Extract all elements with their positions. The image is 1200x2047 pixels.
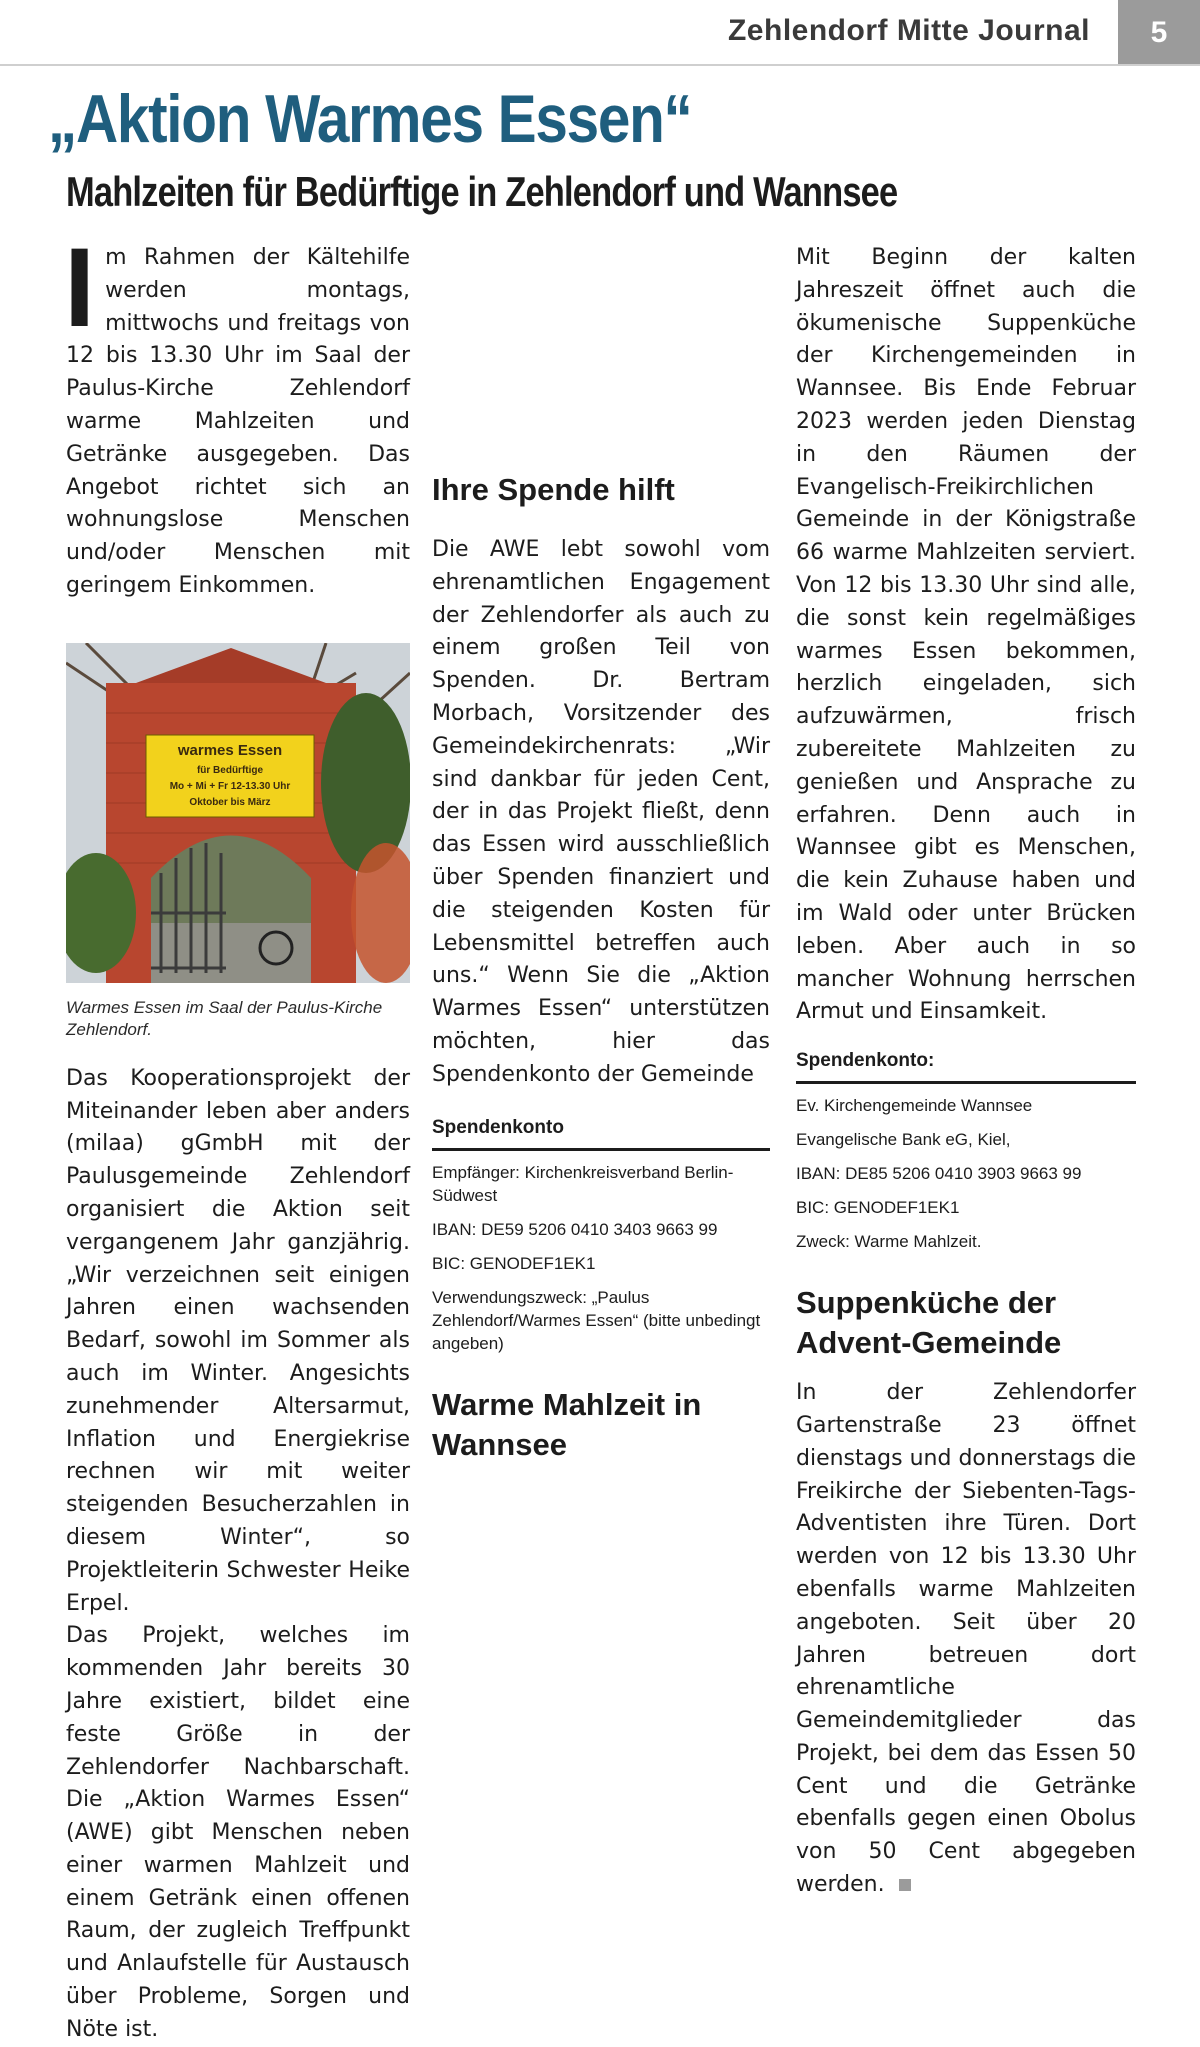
article-subtitle: Mahlzeiten für Bedürftige in Zehlendorf und Wannsee: [66, 168, 898, 215]
wannsee-account-bank: Evangelische Bank eG, Kiel,: [796, 1130, 1011, 1150]
wannsee-heading: Warme Mahlzeit in Wannsee: [432, 1386, 702, 1462]
intro-paragraph: [64, 225, 410, 603]
journal-name: Zehlendorf Mitte Journal: [727, 14, 1090, 47]
banner-line-4: Oktober bis März: [189, 796, 271, 808]
advent-text: In der Zehlendorfer Gartenstraße 23 öffnet dienstags und donnerstags die Freikirche der Siebenten-Tags-Adventisten ihre Türen. Dort werden von 12 bis 13.30 Uhr ebenfalls warme Mahlzeiten angeboten. Seit über 20 Jahren betreuen dort ehrenamtliche Gemeindemitglieder das Projekt, bei dem das Essen 50 Cent und die Getränke ebenfalls gegen einen Obolus von 50 Cent abgegeben werden.: [796, 1380, 1136, 1898]
page-header: [0, 0, 1200, 80]
account-bic: BIC: GENODEF1EK1: [432, 1253, 596, 1273]
account-recipient: Empfänger: Kirchenkreisverband Berlin-Südwest: [432, 1162, 734, 1205]
end-of-article-mark: [899, 1879, 911, 1891]
account-label: Spendenkonto: [432, 1116, 770, 1151]
donation-paragraph: Die AWE lebt sowohl vom ehrenamtlichen Engagement der Zehlendorfer als auch zu einem großen Teil von Spenden. Dr. Bertram Morbach, Vorsitzender des Gemeindekirchenrats: „Wir sind dankbar für jeden Cent, der in das Projekt fließt, denn das Essen wird ausschließlich über Spenden finanziert und die steigenden Kosten für Lebensmittel betreffen auch uns.“ Wenn Sie die „Aktion Warmes Essen“ unterstützen möchten, hier das Spendenkonto der Gemeinde: [432, 537, 770, 1087]
banner-line-3: Mo + Mi + Fr 12-13.30 Uhr: [169, 780, 291, 792]
article-photo: [66, 643, 410, 983]
donation-heading: Ihre Spende hilft: [432, 472, 675, 507]
wannsee-account-box: [796, 1049, 1136, 1253]
column-3: [796, 242, 1136, 1902]
banner-line-1: warmes Essen: [177, 741, 283, 759]
photo-caption: Warmes Essen im Saal der Paulus-Kirche Zehlendorf.: [66, 997, 383, 1039]
account-iban: IBAN: DE59 5206 0410 3403 9663 99: [432, 1219, 718, 1239]
advent-heading: Suppenküche der Advent-Gemeinde: [796, 1285, 1062, 1361]
project-paragraph: Das Projekt, welches im kommenden Jahr bereits 30 Jahre existiert, bildet eine feste Größe in der Zehlendorfer Nachbarschaft. Die „Aktion Warmes Essen“ (AWE) gibt Menschen neben einer warmen Mahlzeit und einem Getränk einen offenen Raum, der zugleich Treffpunkt und Anlaufstelle für Austausch über Probleme, Sorgen und Nöte ist.: [66, 1623, 410, 2042]
wannsee-account-label: Spendenkonto:: [796, 1049, 1136, 1084]
wannsee-account-bic: BIC: GENODEF1EK1: [796, 1198, 960, 1218]
column-2: [432, 470, 770, 1465]
page-number: 5: [1118, 0, 1200, 66]
intro-text: m Rahmen der Kältehilfe werden montags, mittwochs und freitags von 12 bis 13.30 Uhr im Saal der Paulus-Kirche Zehlendorf warme Mahlzeiten und Getränke ausgegeben. Das Angebot richtet sich an wohnungslose Menschen und/oder Menschen mit geringem Einkommen.: [66, 245, 410, 598]
article-title: „Aktion Warmes Essen“: [48, 81, 692, 157]
banner-line-2: für Bedürftige: [196, 764, 264, 776]
dropcap: I: [64, 225, 96, 350]
church-gate-illustration: [66, 643, 410, 983]
column-1: [64, 225, 410, 2047]
wannsee-account-holder: Ev. Kirchengemeinde Wannsee: [796, 1096, 1033, 1116]
wannsee-account-purpose: Zweck: Warme Mahlzeit.: [796, 1232, 982, 1252]
cooperation-paragraph: Das Kooperationsprojekt der Miteinander leben aber anders (milaa) gGmbH mit der Paulusgemeinde Zehlendorf organisiert die Aktion seit vergangenem Jahr ganzjährig. „Wir verzeichnen seit einigen Jahren einen wachsenden Bedarf, sowohl im Sommer als auch im Winter. Angesichts zunehmender Altersarmut, Inflation und Energiekrise rechnen wir mit weiter steigenden Besucherzahlen in diesem Winter“, so Projektleiterin Schwester Heike Erpel.: [66, 1065, 410, 1616]
advent-paragraph: [796, 1377, 1136, 1902]
wannsee-paragraph: Mit Beginn der kalten Jahreszeit öffnet auch die ökumenische Suppenküche der Kirchengemeinden in Wannsee. Bis Ende Februar 2023 werden jeden Dienstag in den Räumen der Evangelisch-Freikirchlichen Gemeinde in der Königstraße 66 warme Mahlzeiten serviert. Von 12 bis 13.30 Uhr sind alle, die sonst kein regelmäßiges warmes Essen bekommen, herzlich eingeladen, sich aufzuwärmen, frisch zubereitete Mahlzeiten zu genießen und Ansprache zu erfahren. Denn auch in Wannsee gibt es Menschen, die kein Zuhause haben und im Wald oder unter Brücken leben. Aber auch in so mancher Wohnung herrschen Armut und Einsamkeit.: [796, 245, 1136, 1025]
wannsee-account-iban: IBAN: DE85 5206 0410 3903 9663 99: [796, 1164, 1082, 1184]
header-rule: [0, 64, 1200, 66]
donation-account-box: [432, 1116, 770, 1355]
account-purpose: Verwendungszweck: „Paulus Zehlendorf/Warmes Essen“ (bitte unbedingt angeben): [432, 1287, 761, 1353]
